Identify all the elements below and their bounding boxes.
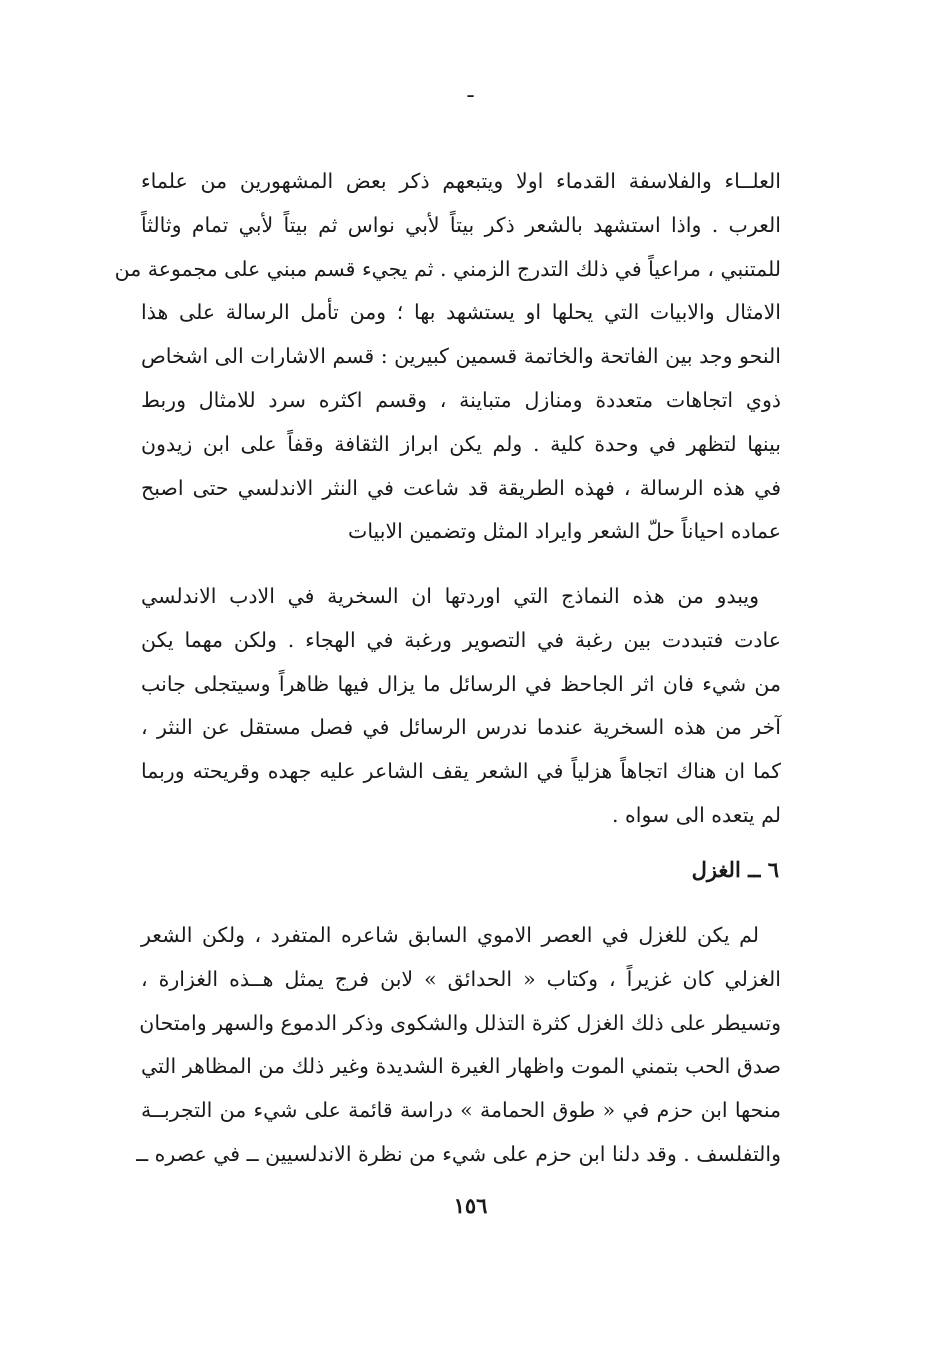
text-line: والتفلسف . وقد دلنا ابن حزم على شيء من نظرة الاندلسيين ــ في عصره ــ	[136, 1141, 781, 1166]
text-line: منحها ابن حزم في « طوق الحمامة » دراسة قائمة على شيء من التجربــة	[141, 1098, 781, 1123]
text-line: الامثال والابيات التي يحلها او يستشهد بها ؛ ومن تأمل الرسالة على هذا	[141, 300, 781, 325]
text-line: ويبدو من هذه النماذج التي اوردتها ان السخرية في الادب الاندلسي	[141, 584, 759, 608]
text-line: العرب . واذا استشهد بالشعر ذكر بيتاً لأبي نواس ثم بيتاً لأبي تمام وثالثاً	[141, 212, 781, 237]
text-line: النحو وجد بين الفاتحة والخاتمة قسمين كبيرين : قسم الاشارات الى اشخاص	[141, 344, 781, 369]
top-mark: ـ	[467, 78, 474, 102]
paragraph-2	[141, 575, 781, 838]
text-line: لم يتعده الى سواه .	[612, 802, 781, 827]
text-line: عماده احياناً حلّ الشعر وايراد المثل وتضمين الابيات	[348, 519, 781, 544]
text-line: كما ان هناك اتجاهاً هزلياً في الشعر يقف الشاعر عليه جهده وقريحته وربما	[141, 759, 781, 784]
text-line: بينها لتظهر في وحدة كلية . ولم يكن ابراز الثقافة وقفاً على ابن زيدون	[141, 431, 781, 456]
text-line: العلــاء والفلاسفة القدماء اولا ويتبعهم ذكر بعض المشهورين من علماء	[141, 169, 781, 193]
text-line: للمتنبي ، مراعياً في ذلك التدرج الزمني . ثم يجيء قسم مبني على مجموعة من	[114, 256, 781, 281]
paragraph-3	[136, 914, 781, 1177]
text-line: صدق الحب بتمني الموت واظهار الغيرة الشديدة وغير ذلك من المظاهر التي	[141, 1054, 781, 1079]
page-number: ١٥٦	[453, 1193, 488, 1218]
paragraph-1	[114, 160, 781, 554]
text-line: من شيء فان اثر الجاحظ في الرسائل ما يزال فيها ظاهراً وسيتجلى جانب	[141, 671, 781, 696]
text-line: عادت فتبددت بين رغبة في التصوير ورغبة في الهجاء . ولكن مهما يكن	[141, 627, 781, 652]
text-line: في هذه الرسالة ، فهذه الطريقة قد شاعت في النثر الاندلسي حتى اصبح	[141, 475, 781, 500]
text-line: الغزلي كان غزيراً ، وكتاب « الحدائق » لابن فرج يمثل هــذه الغزارة ،	[141, 966, 781, 991]
text-line: لم يكن للغزل في العصر الاموي السابق شاعره المتفرد ، ولكن الشعر	[141, 923, 759, 947]
section-heading: ٦ ــ الغزل	[691, 857, 779, 882]
text-line: آخر من هذه السخرية عندما ندرس الرسائل في فصل مستقل عن النثر ،	[141, 715, 781, 740]
text-line: ذوي اتجاهات متعددة ومنازل متباينة ، وقسم اكثره سرد للامثال وربط	[141, 387, 781, 412]
text-line: وتسيطر على ذلك الغزل كثرة التذلل والشكوى وذكر الدموع والسهر وامتحان	[139, 1010, 781, 1035]
